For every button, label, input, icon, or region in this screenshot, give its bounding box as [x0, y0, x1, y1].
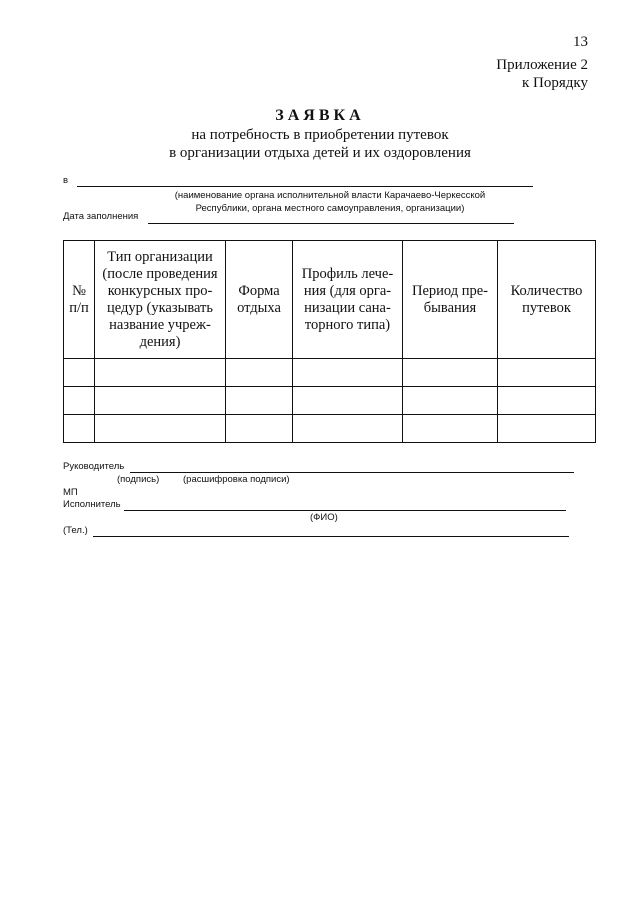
appendix-line-1: Приложение 2 [496, 57, 588, 73]
table-cell[interactable] [403, 387, 498, 415]
table-cell[interactable] [95, 415, 226, 443]
table-cell[interactable] [64, 387, 95, 415]
executor-label: Исполнитель [63, 499, 121, 510]
phone-label: (Тел.) [63, 525, 88, 536]
table-cell[interactable] [293, 359, 403, 387]
document-title: ЗАЯВКА [275, 107, 365, 124]
table-row [64, 359, 596, 387]
signature-decode-caption: (расшифровка подписи) [183, 474, 290, 485]
header-stay-period: Период пре-бывания [403, 241, 498, 359]
table-cell[interactable] [498, 415, 596, 443]
header-voucher-count: Количество путевок [498, 241, 596, 359]
table-cell[interactable] [498, 359, 596, 387]
fill-date-field-line[interactable] [148, 223, 514, 224]
header-number: № п/п [64, 241, 95, 359]
appendix-line-2: к Порядку [522, 75, 588, 91]
table-cell[interactable] [293, 415, 403, 443]
recipient-caption [130, 189, 530, 215]
head-label: Руководитель [63, 461, 125, 472]
table-cell[interactable] [226, 359, 293, 387]
table-cell[interactable] [95, 387, 226, 415]
document-subtitle-line-2: в организации отдыха детей и их оздоровления [169, 145, 471, 161]
header-organization-type: Тип организации (после проведения конкурсных про-цедур (указывать название учреж-дения) [95, 241, 226, 359]
request-table [63, 240, 596, 443]
stamp-label: МП [63, 487, 78, 498]
table-cell[interactable] [403, 359, 498, 387]
table-cell[interactable] [64, 415, 95, 443]
recipient-caption-line-1: (наименование органа исполнительной власти Карачаево-Черкесской [174, 190, 486, 201]
table-row [64, 415, 596, 443]
fill-date-label: Дата заполнения [63, 211, 139, 222]
table-row [64, 387, 596, 415]
signature-caption: (подпись) [117, 474, 160, 485]
table-cell[interactable] [403, 415, 498, 443]
table-cell[interactable] [95, 359, 226, 387]
page-number: 13 [573, 34, 588, 50]
recipient-field-line[interactable] [77, 186, 533, 187]
document-subtitle-line-1: на потребность в приобретении путевок [191, 127, 449, 143]
recipient-prefix: в [63, 175, 69, 186]
table-cell[interactable] [64, 359, 95, 387]
table-cell[interactable] [226, 415, 293, 443]
table-cell[interactable] [226, 387, 293, 415]
table-cell[interactable] [293, 387, 403, 415]
appendix-reference [496, 56, 588, 92]
recipient-caption-line-2: Республики, органа местного самоуправления, организации) [195, 203, 465, 214]
header-rest-form: Форма отдыха [226, 241, 293, 359]
header-treatment-profile: Профиль лече-ния (для орга-низации сана-торного типа) [293, 241, 403, 359]
table-header-row [64, 241, 596, 359]
executor-field-line[interactable] [124, 510, 566, 511]
fio-caption: (ФИО) [310, 512, 338, 523]
phone-field-line[interactable] [93, 536, 569, 537]
document-title-block [0, 106, 640, 162]
table-cell[interactable] [498, 387, 596, 415]
head-signature-line[interactable] [130, 472, 574, 473]
